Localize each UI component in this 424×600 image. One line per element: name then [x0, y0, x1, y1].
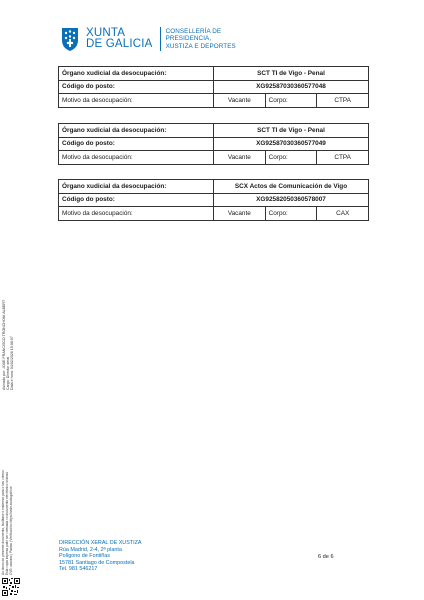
verify-line-2: Esta copia impresa pode ser cotexada co documento electrónico orixinal. [4, 471, 9, 575]
corp-value: CTPA [317, 94, 369, 108]
footer-line-4: 15781 Santiago de Compostela [59, 559, 135, 566]
table-row-code [59, 137, 369, 151]
table-row-motive [59, 94, 369, 108]
motive-value: Vacante [214, 207, 266, 221]
organ-label: Órgano xudicial da desocupación: [59, 124, 214, 138]
signed-date: Data e hora: 04/02/2026 15:08:07 [10, 336, 14, 390]
table-row-organ [59, 124, 369, 138]
page-number: 6 de 6 [318, 554, 334, 560]
dept-line-2: PRESIDENCIA, [165, 35, 212, 43]
corp-label: Corpo: [265, 94, 317, 108]
code-label: Código do posto: [59, 193, 214, 207]
department-name [166, 28, 236, 50]
verify-line-3: CVE: xxxxxxx | Páxina | Verificación: https://sede.xunta.gal/cve [8, 486, 13, 575]
footer-address [59, 540, 141, 573]
qr-code-icon [2, 578, 20, 596]
table-row-motive [59, 151, 369, 165]
verification-text [2, 465, 13, 575]
footer-line-1: DIRECCIÓN XERAL DE XUSTIZA [59, 540, 142, 546]
code-value: XG92582050360578007 [214, 193, 369, 207]
code-value: XG92587030360577049 [214, 137, 369, 151]
dept-line-3: XUSTIZA E DEPORTES [165, 42, 236, 50]
signature-sidebar [2, 290, 12, 390]
table-row-code [59, 80, 369, 94]
page-header [60, 24, 236, 54]
signed-role: Cargo: Director xeral [6, 356, 10, 390]
corp-value: CAX [317, 207, 369, 221]
organ-value: SCT TI de Vigo - Penal [214, 124, 369, 138]
table-row-organ [59, 180, 369, 194]
motive-label: Motivo da desocupación: [59, 151, 214, 165]
corp-label: Corpo: [265, 207, 317, 221]
footer-line-5: Tel. 981 546217 [59, 566, 98, 573]
motive-label: Motivo da desocupación: [59, 207, 214, 221]
post-table-3 [58, 179, 369, 221]
motive-value: Vacante [214, 151, 266, 165]
brand-line-1: XUNTA [86, 27, 126, 39]
post-table-1 [58, 66, 369, 108]
footer-line-3: Polígono de Fontiñas [59, 553, 110, 560]
organ-label: Órgano xudicial da desocupación: [59, 67, 214, 81]
footer-line-2: Rúa Madrid, 2-4, 2ª planta [59, 546, 122, 553]
corp-value: CTPA [317, 151, 369, 165]
dept-line-1: CONSELLERÍA DE [165, 28, 222, 36]
motive-value: Vacante [214, 94, 266, 108]
table-row-code [59, 193, 369, 207]
code-label: Código do posto: [59, 80, 214, 94]
code-value: XG92587030360577048 [214, 80, 369, 94]
motive-label: Motivo da desocupación: [59, 94, 214, 108]
corp-label: Corpo: [265, 151, 317, 165]
verification-sidebar [2, 470, 14, 575]
signed-by: Asinado por: JOSE FRANCISCO TRONCHONI ALBERT [2, 299, 6, 390]
organ-value: SCX Actos de Comunicación de Vigo [214, 180, 369, 194]
code-label: Código do posto: [59, 137, 214, 151]
table-row-organ [59, 67, 369, 81]
organ-value: SCT TI de Vigo - Penal [214, 67, 369, 81]
post-table-2 [58, 123, 369, 165]
galicia-crest-icon [60, 26, 80, 52]
brand-line-2: DE GALICIA [86, 38, 153, 50]
verify-line-1: Ao dorso do presente documento, facilítase o enderezo para o seu cotexo. [1, 469, 5, 575]
header-divider [160, 27, 161, 51]
organ-label: Órgano xudicial da desocupación: [59, 180, 214, 194]
table-row-motive [59, 207, 369, 221]
signature-text [2, 280, 14, 390]
brand-name [86, 28, 153, 50]
